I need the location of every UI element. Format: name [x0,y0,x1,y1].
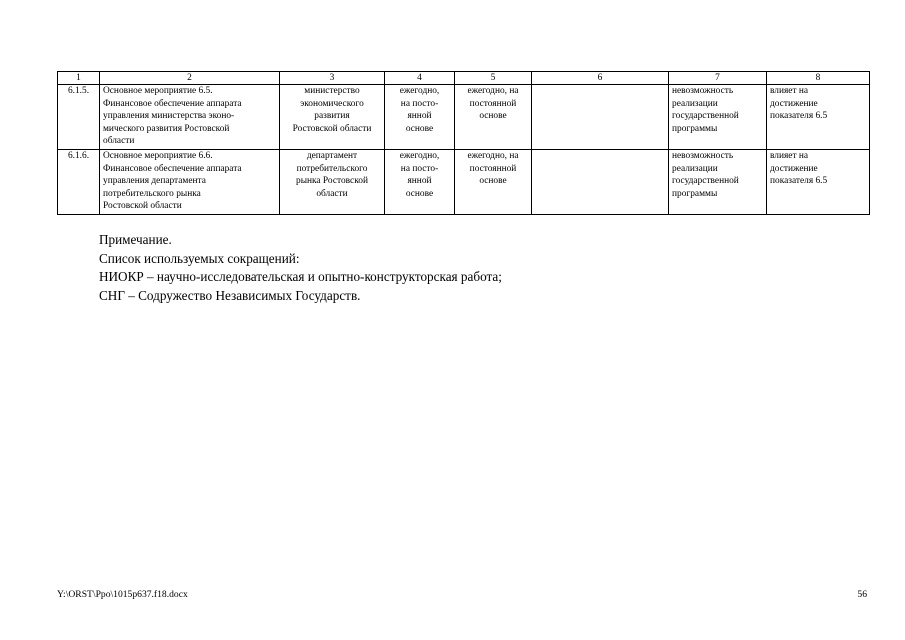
header-cell-7: 7 [669,72,767,85]
cell-line: показателя 6.5 [770,176,828,187]
cell-line: основе [479,111,507,122]
header-cell-3: 3 [280,72,385,85]
executor-cell [280,85,385,150]
abbreviation-niokr: НИОКР – научно-исследовательская и опытно-конструкторская работа; [99,269,502,285]
cell-line: постоянной [469,163,517,174]
table-header-row [58,72,870,85]
cell-line: государственной [672,176,739,187]
cell-line: Ростовской области [292,123,372,134]
notes-heading: Примечание. [99,232,172,247]
header-cell-2: 2 [100,72,280,85]
table-row [58,150,870,215]
cell-line: на посто- [400,163,439,174]
start-date-cell [385,85,455,150]
cell-line: Основное мероприятие 6.5. [103,86,213,96]
cell-line: янной [407,111,432,122]
cell-line: департамент [306,151,358,161]
table-row [58,85,870,150]
footer-file-path: Y:\ORST\Ppo\1015p637.f18.docx [57,589,188,600]
indicator-relation-cell [767,85,870,150]
cell-line: управления департамента [103,176,206,187]
row-number-cell: 6.1.5. [58,85,100,150]
cell-line: влияет на [770,151,809,161]
cell-line: мического развития Ростовской [103,123,230,134]
header-cell-5: 5 [455,72,532,85]
cell-line: постоянной [469,98,517,109]
cell-line: на посто- [400,98,439,109]
abbreviations-title: Список используемых сокращений: [99,250,300,266]
cell-line: ежегодно, [399,86,440,96]
cell-line: экономического [300,98,364,109]
start-date-cell [385,150,455,215]
cell-line: основе [405,188,434,199]
event-name-cell [100,85,280,150]
cell-line: развития [314,111,350,122]
cell-line: Финансовое обеспечение аппарата [103,98,242,109]
cell-line: рынка Ростовской [296,176,368,187]
cell-line: основе [405,123,434,134]
header-cell-1: 1 [58,72,100,85]
indicator-relation-cell [767,150,870,215]
cell-line: невозможность [672,86,734,96]
abbreviation-sng: СНГ – Содружество Независимых Государств. [99,287,361,303]
end-date-cell [455,85,532,150]
measures-table [57,71,870,215]
cell-line: Финансовое обеспечение аппарата [103,163,242,174]
cell-line: основе [479,176,507,187]
cell-line: невозможность [672,151,734,161]
cell-line: янной [407,176,432,187]
cell-line: министерство [304,86,360,96]
cell-line: ежегодно, на [467,86,519,96]
header-cell-6: 6 [532,72,669,85]
cell-line: области [103,136,135,147]
cell-line: показателя 6.5 [770,111,828,122]
cell-line: достижение [770,163,818,174]
cell-line: реализации [672,163,718,174]
event-name-cell [100,150,280,215]
cell-line: области [316,188,348,199]
consequence-cell [669,150,767,215]
end-date-cell [455,150,532,215]
cell-line: потребительского [296,163,368,174]
cell-line: ежегодно, [399,151,440,161]
cell-line: государственной [672,111,739,122]
cell-line: влияет на [770,86,809,96]
notes-block [99,231,502,305]
empty-cell [532,85,669,150]
empty-cell [532,150,669,215]
cell-line: реализации [672,98,718,109]
executor-cell [280,150,385,215]
cell-line: программы [672,123,718,134]
cell-line: ежегодно, на [467,151,519,161]
cell-line: достижение [770,98,818,109]
cell-line: управления министерства эконо- [103,111,235,122]
header-cell-8: 8 [767,72,870,85]
cell-line: потребительского рынка [103,188,201,199]
cell-line: программы [672,188,718,199]
cell-line: Основное мероприятие 6.6. [103,151,213,161]
page-number: 56 [857,589,867,600]
consequence-cell [669,85,767,150]
row-number-cell: 6.1.6. [58,150,100,215]
header-cell-4: 4 [385,72,455,85]
cell-line: Ростовской области [103,201,182,212]
